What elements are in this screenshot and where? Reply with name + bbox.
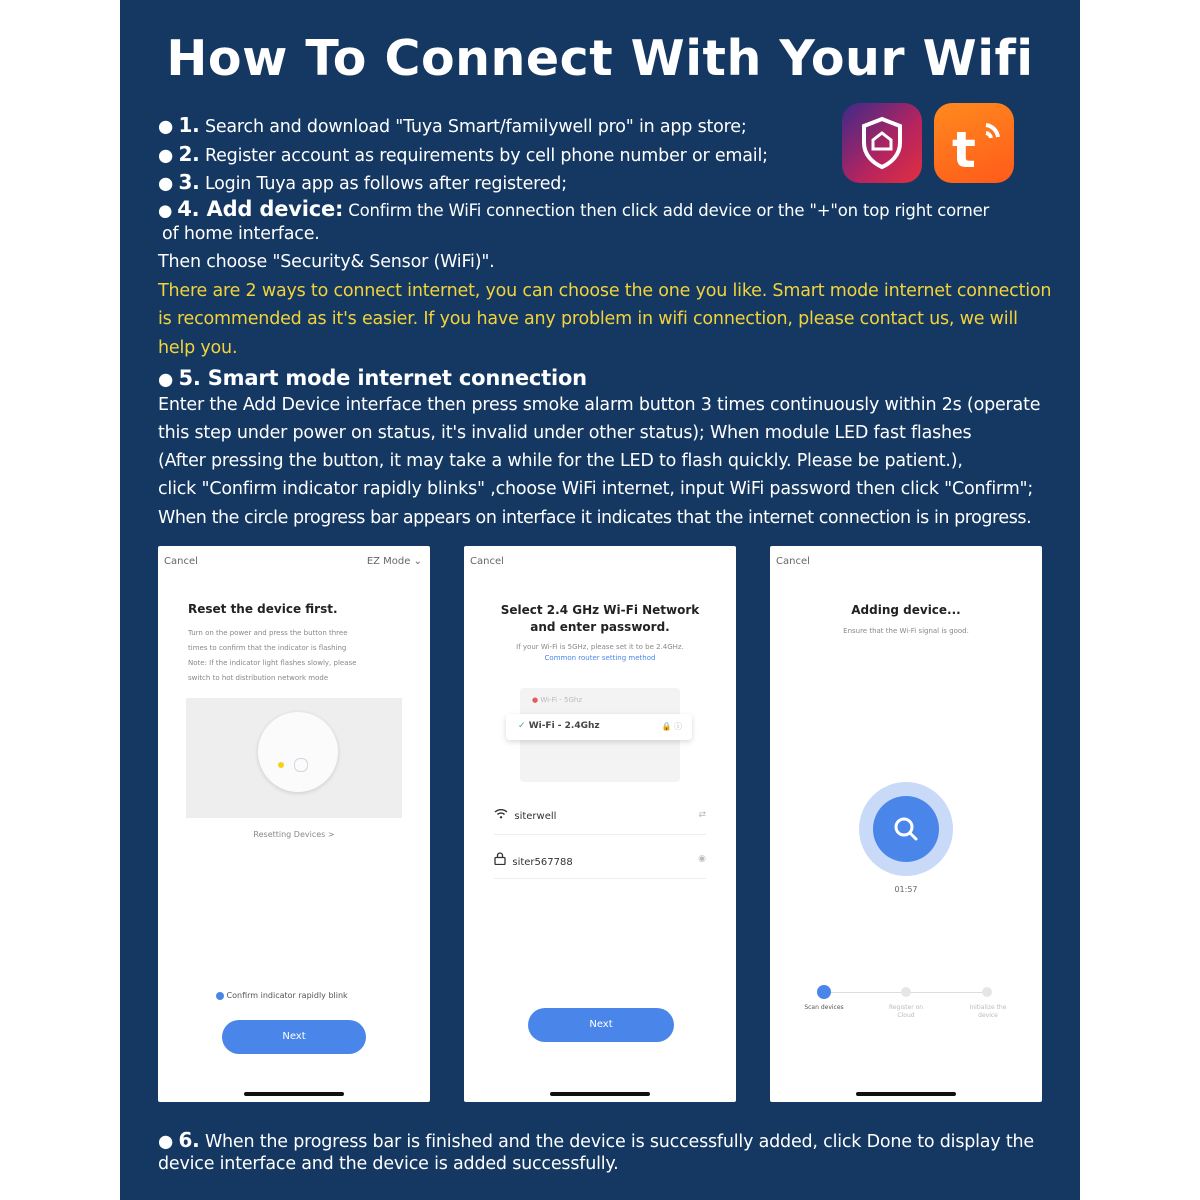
home-indicator bbox=[856, 1092, 956, 1096]
phone-screen-adding bbox=[770, 546, 1042, 1102]
step-dot-active bbox=[817, 985, 831, 999]
router-setting-link[interactable]: Common router setting method bbox=[544, 654, 656, 662]
step-5: ● 5. Smart mode internet connection bbox=[158, 366, 587, 390]
cancel-link[interactable]: Cancel bbox=[776, 556, 810, 567]
step-1: ● 1. Search and download "Tuya Smart/familywell pro" in app store; bbox=[158, 113, 747, 137]
confirm-checkbox-row[interactable] bbox=[216, 988, 348, 1003]
wifi-hint: If your Wi-Fi is 5GHz, please set it to be 2.4GHz. bbox=[516, 643, 684, 651]
signal-hint: Ensure that the Wi-Fi signal is good. bbox=[843, 627, 969, 635]
divider bbox=[494, 834, 706, 835]
step-4-heading: 4. Add device: bbox=[177, 197, 344, 221]
step-2-text: Register account as requirements by cell phone number or email; bbox=[204, 146, 768, 166]
smoke-alarm-image bbox=[258, 712, 338, 792]
step-dot bbox=[982, 987, 992, 997]
swap-icon[interactable]: ⇄ bbox=[698, 810, 706, 820]
network-row-24ghz[interactable] bbox=[506, 714, 692, 740]
home-indicator bbox=[244, 1092, 344, 1096]
net-5g-label: Wi-Fi - 5Ghz bbox=[540, 696, 583, 704]
step-5-line-e: When the circle progress bar appears on interface it indicates that the internet connection is in progress. bbox=[158, 508, 1032, 528]
eye-icon[interactable]: ◉ bbox=[698, 854, 706, 864]
net-5g-row bbox=[532, 696, 582, 704]
device-illustration bbox=[186, 698, 402, 818]
resetting-devices-link[interactable]: Resetting Devices > bbox=[253, 830, 335, 839]
reset-desc-3: Note: If the indicator light flashes slowly, please bbox=[188, 659, 357, 667]
home-indicator bbox=[550, 1092, 650, 1096]
wifi-heading-2: and enter password. bbox=[530, 620, 670, 634]
step-2-number: 2. bbox=[178, 142, 200, 166]
step-scan-label: Scan devices bbox=[804, 1004, 844, 1011]
step-2: ● 2. Register account as requirements by cell phone number or email; bbox=[158, 142, 768, 166]
progress-timer: 01:57 bbox=[894, 885, 918, 894]
step-5-line-c: (After pressing the button, it may take a while for the LED to flash quickly. Please be patient.), bbox=[158, 451, 963, 471]
instruction-panel bbox=[120, 0, 1080, 1200]
next-button[interactable]: Next bbox=[528, 1008, 674, 1042]
step-6: ● 6. When the progress bar is finished and the device is successfully added, click Done to display the bbox=[158, 1128, 1034, 1152]
step-5-line-d: click "Confirm indicator rapidly blinks" ,choose WiFi internet, input WiFi password then click "Confirm"; bbox=[158, 479, 1034, 499]
button-icon bbox=[294, 758, 308, 772]
search-icon bbox=[873, 796, 939, 862]
cancel-link[interactable]: Cancel bbox=[470, 556, 504, 567]
step-1-text: Search and download "Tuya Smart/familywell pro" in app store; bbox=[204, 117, 747, 137]
cancel-link[interactable]: Cancel bbox=[164, 556, 198, 567]
step-1-number: 1. bbox=[178, 113, 200, 137]
check-icon: ✓ bbox=[518, 721, 526, 731]
chevron-down-icon: ⌄ bbox=[413, 556, 422, 567]
svg-text:t: t bbox=[952, 121, 976, 179]
step-6-number: 6. bbox=[178, 1128, 200, 1152]
reset-desc-1: Turn on the power and press the button three bbox=[188, 629, 348, 637]
wifi-icon bbox=[494, 811, 508, 822]
step-4-text-c: Then choose "Security& Sensor (WiFi)". bbox=[158, 252, 495, 272]
step-3: ● 3. Login Tuya app as follows after registered; bbox=[158, 170, 567, 194]
page-title: How To Connect With Your Wifi bbox=[166, 30, 1034, 87]
wifi-heading-1: Select 2.4 GHz Wi-Fi Network bbox=[500, 603, 700, 617]
x-icon: ● bbox=[532, 696, 539, 704]
step-4-text: Confirm the WiFi connection then click add device or the "+"on top right corner bbox=[348, 201, 990, 220]
ez-mode-label: EZ Mode bbox=[366, 556, 411, 567]
next-button[interactable]: Next bbox=[222, 1020, 366, 1054]
reset-heading: Reset the device first. bbox=[188, 602, 338, 616]
phone-screen-wifi bbox=[464, 546, 736, 1102]
reset-desc-4: switch to hot distribution network mode bbox=[188, 674, 329, 682]
confirm-label: Confirm indicator rapidly blink bbox=[226, 991, 348, 1000]
password-row[interactable] bbox=[494, 852, 573, 868]
tuya-app-icon bbox=[934, 103, 1014, 183]
step-dot bbox=[901, 987, 911, 997]
step-3-text: Login Tuya app as follows after registered; bbox=[204, 174, 567, 194]
note-line-b: is recommended as it's easier. If you have any problem in wifi connection, please contact us, we will bbox=[158, 309, 1018, 329]
step-4: ● 4. Add device: Confirm the WiFi connection then click add device or the "+"on top right corner bbox=[158, 197, 990, 221]
step-5-heading: 5. Smart mode internet connection bbox=[178, 366, 587, 390]
ssid-row[interactable] bbox=[494, 808, 556, 822]
ssid-value: siterwell bbox=[514, 811, 557, 822]
divider bbox=[494, 878, 706, 879]
reset-desc-2: times to confirm that the indicator is flashing bbox=[188, 644, 347, 652]
adding-heading: Adding device... bbox=[851, 603, 961, 617]
phone-screen-reset bbox=[158, 546, 430, 1102]
note-line-c: help you. bbox=[158, 338, 238, 358]
step-5-line-b: this step under power on status, it's invalid under other status); When module LED fast flashes bbox=[158, 423, 972, 443]
reset-description bbox=[188, 626, 418, 686]
net-24-row bbox=[518, 721, 600, 731]
wifi-status-icons: 🔒 ⓘ bbox=[661, 722, 682, 731]
step-initialize-label: Initialize the device bbox=[969, 1004, 1007, 1019]
step-6-text-a: When the progress bar is finished and the device is successfully added, click Done to display the bbox=[204, 1132, 1034, 1152]
ez-mode-selector[interactable] bbox=[367, 556, 422, 567]
home-shield-app-icon bbox=[842, 103, 922, 183]
lock-icon bbox=[494, 857, 506, 868]
checkbox-checked-icon[interactable] bbox=[216, 992, 224, 1000]
note-line-a: There are 2 ways to connect internet, you can choose the one you like. Smart mode internet connection bbox=[158, 281, 1052, 301]
step-3-number: 3. bbox=[178, 170, 200, 194]
step-4-text-b: of home interface. bbox=[162, 224, 320, 244]
progress-circle bbox=[859, 782, 953, 876]
step-register-label: Register on Cloud bbox=[888, 1004, 924, 1019]
step-5-line-a: Enter the Add Device interface then press smoke alarm button 3 times continuously within 2s (operate bbox=[158, 395, 1041, 415]
password-value: siter567788 bbox=[512, 857, 573, 868]
step-6-text-b: device interface and the device is added successfully. bbox=[158, 1154, 619, 1174]
led-indicator-icon bbox=[278, 762, 284, 768]
net-24-label: Wi-Fi - 2.4Ghz bbox=[528, 721, 600, 731]
